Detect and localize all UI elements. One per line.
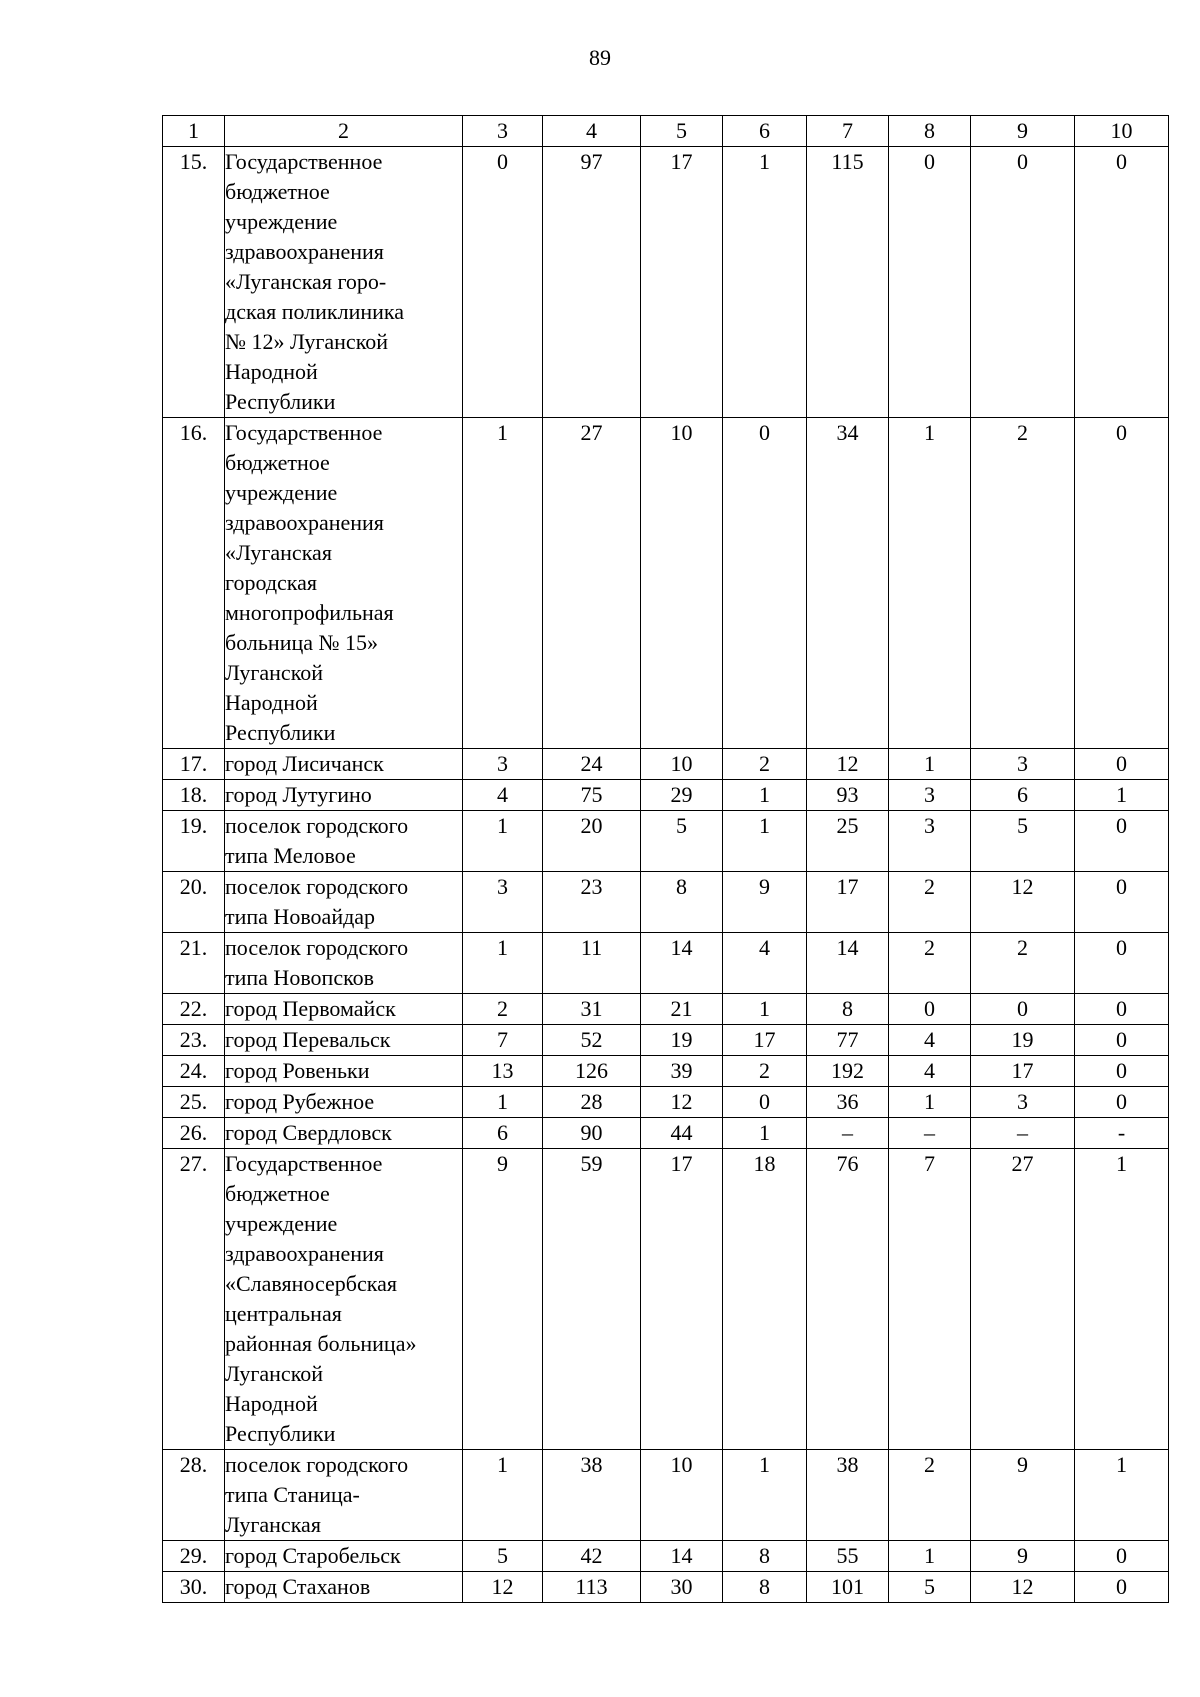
row-number: 28. [163, 1450, 225, 1541]
value-cell-col-7: 17 [807, 872, 889, 933]
territory-name: город Перевальск [225, 1025, 463, 1056]
value-cell-col-7: 93 [807, 780, 889, 811]
row-number: 24. [163, 1056, 225, 1087]
row-number: 25. [163, 1087, 225, 1118]
value-cell-col-10: - [1075, 1118, 1169, 1149]
value-cell-col-5: 14 [641, 933, 723, 994]
territory-name: Государственное бюджетное учреждение здравоохранения «Луганская горо- дская поликлиника № 12» Луганской Народной Республики [225, 147, 463, 418]
value-cell-col-9: 9 [971, 1541, 1075, 1572]
value-cell-col-3: 1 [463, 811, 543, 872]
value-cell-col-10: 0 [1075, 147, 1169, 418]
value-cell-col-7: 34 [807, 418, 889, 749]
territory-name: город Свердловск [225, 1118, 463, 1149]
value-cell-col-6: 1 [723, 780, 807, 811]
value-cell-col-5: 10 [641, 1450, 723, 1541]
column-header-2: 2 [225, 116, 463, 147]
value-cell-col-6: 4 [723, 933, 807, 994]
row-number: 15. [163, 147, 225, 418]
table-row [163, 1149, 1169, 1450]
value-cell-col-6: 1 [723, 811, 807, 872]
table-row [163, 1025, 1169, 1056]
table-row [163, 418, 1169, 749]
value-cell-col-9: 2 [971, 933, 1075, 994]
value-cell-col-10: 0 [1075, 933, 1169, 994]
value-cell-col-5: 17 [641, 1149, 723, 1450]
value-cell-col-8: 3 [889, 780, 971, 811]
table-row [163, 1056, 1169, 1087]
value-cell-col-3: 7 [463, 1025, 543, 1056]
value-cell-col-4: 38 [543, 1450, 641, 1541]
value-cell-col-10: 0 [1075, 1025, 1169, 1056]
value-cell-col-10: 0 [1075, 1541, 1169, 1572]
row-number: 17. [163, 749, 225, 780]
value-cell-col-9: 0 [971, 147, 1075, 418]
territory-name: поселок городского типа Меловое [225, 811, 463, 872]
table-row [163, 994, 1169, 1025]
value-cell-col-3: 3 [463, 872, 543, 933]
value-cell-col-6: 2 [723, 1056, 807, 1087]
value-cell-col-8: 1 [889, 1087, 971, 1118]
value-cell-col-10: 1 [1075, 1450, 1169, 1541]
statistics-table [162, 115, 1169, 1603]
territory-name: город Первомайск [225, 994, 463, 1025]
row-number: 22. [163, 994, 225, 1025]
value-cell-col-6: 2 [723, 749, 807, 780]
value-cell-col-8: 2 [889, 933, 971, 994]
value-cell-col-8: 7 [889, 1149, 971, 1450]
territory-name: поселок городского типа Новопсков [225, 933, 463, 994]
value-cell-col-6: 1 [723, 1450, 807, 1541]
value-cell-col-8: 0 [889, 147, 971, 418]
row-number: 27. [163, 1149, 225, 1450]
value-cell-col-9: 6 [971, 780, 1075, 811]
value-cell-col-7: 55 [807, 1541, 889, 1572]
table-row [163, 749, 1169, 780]
value-cell-col-5: 14 [641, 1541, 723, 1572]
header-row [163, 116, 1169, 147]
value-cell-col-4: 42 [543, 1541, 641, 1572]
value-cell-col-3: 1 [463, 1087, 543, 1118]
table-row [163, 1541, 1169, 1572]
value-cell-col-6: 0 [723, 1087, 807, 1118]
value-cell-col-8: 1 [889, 749, 971, 780]
territory-name: город Лисичанск [225, 749, 463, 780]
value-cell-col-3: 1 [463, 1450, 543, 1541]
value-cell-col-7: 25 [807, 811, 889, 872]
value-cell-col-10: 0 [1075, 994, 1169, 1025]
value-cell-col-8: 4 [889, 1025, 971, 1056]
value-cell-col-3: 13 [463, 1056, 543, 1087]
value-cell-col-7: 36 [807, 1087, 889, 1118]
value-cell-col-8: 4 [889, 1056, 971, 1087]
column-header-10: 10 [1075, 116, 1169, 147]
value-cell-col-5: 17 [641, 147, 723, 418]
column-header-6: 6 [723, 116, 807, 147]
value-cell-col-5: 44 [641, 1118, 723, 1149]
value-cell-col-3: 12 [463, 1572, 543, 1603]
row-number: 23. [163, 1025, 225, 1056]
column-header-7: 7 [807, 116, 889, 147]
territory-name: город Стаханов [225, 1572, 463, 1603]
value-cell-col-10: 1 [1075, 780, 1169, 811]
table-row [163, 1572, 1169, 1603]
row-number: 26. [163, 1118, 225, 1149]
value-cell-col-3: 0 [463, 147, 543, 418]
value-cell-col-5: 29 [641, 780, 723, 811]
value-cell-col-9: 19 [971, 1025, 1075, 1056]
value-cell-col-10: 0 [1075, 418, 1169, 749]
value-cell-col-4: 28 [543, 1087, 641, 1118]
value-cell-col-10: 0 [1075, 811, 1169, 872]
value-cell-col-10: 0 [1075, 1087, 1169, 1118]
value-cell-col-10: 0 [1075, 872, 1169, 933]
value-cell-col-8: 2 [889, 872, 971, 933]
value-cell-col-4: 24 [543, 749, 641, 780]
row-number: 18. [163, 780, 225, 811]
value-cell-col-8: – [889, 1118, 971, 1149]
value-cell-col-3: 1 [463, 418, 543, 749]
territory-name: Государственное бюджетное учреждение здравоохранения «Славяносербская центральная районная больница» Луганской Народной Республики [225, 1149, 463, 1450]
value-cell-col-8: 3 [889, 811, 971, 872]
column-header-8: 8 [889, 116, 971, 147]
territory-name: город Рубежное [225, 1087, 463, 1118]
value-cell-col-7: 192 [807, 1056, 889, 1087]
column-header-3: 3 [463, 116, 543, 147]
value-cell-col-4: 97 [543, 147, 641, 418]
territory-name: город Ровеньки [225, 1056, 463, 1087]
value-cell-col-6: 1 [723, 994, 807, 1025]
value-cell-col-6: 1 [723, 1118, 807, 1149]
value-cell-col-8: 1 [889, 1541, 971, 1572]
value-cell-col-6: 8 [723, 1541, 807, 1572]
value-cell-col-10: 0 [1075, 1572, 1169, 1603]
value-cell-col-10: 1 [1075, 1149, 1169, 1450]
value-cell-col-9: 0 [971, 994, 1075, 1025]
value-cell-col-6: 8 [723, 1572, 807, 1603]
column-header-5: 5 [641, 116, 723, 147]
value-cell-col-4: 31 [543, 994, 641, 1025]
value-cell-col-4: 113 [543, 1572, 641, 1603]
territory-name: поселок городского типа Новоайдар [225, 872, 463, 933]
value-cell-col-7: 76 [807, 1149, 889, 1450]
value-cell-col-3: 4 [463, 780, 543, 811]
value-cell-col-7: – [807, 1118, 889, 1149]
value-cell-col-4: 59 [543, 1149, 641, 1450]
value-cell-col-8: 1 [889, 418, 971, 749]
value-cell-col-10: 0 [1075, 749, 1169, 780]
value-cell-col-5: 30 [641, 1572, 723, 1603]
value-cell-col-3: 1 [463, 933, 543, 994]
value-cell-col-3: 5 [463, 1541, 543, 1572]
value-cell-col-7: 101 [807, 1572, 889, 1603]
value-cell-col-9: 3 [971, 749, 1075, 780]
value-cell-col-9: 12 [971, 1572, 1075, 1603]
territory-name: Государственное бюджетное учреждение здравоохранения «Луганская городская многопрофильная больница № 15» Луганской Народной Республики [225, 418, 463, 749]
value-cell-col-6: 17 [723, 1025, 807, 1056]
value-cell-col-5: 39 [641, 1056, 723, 1087]
value-cell-col-5: 5 [641, 811, 723, 872]
value-cell-col-7: 14 [807, 933, 889, 994]
value-cell-col-9: 17 [971, 1056, 1075, 1087]
value-cell-col-6: 9 [723, 872, 807, 933]
value-cell-col-6: 0 [723, 418, 807, 749]
value-cell-col-9: 2 [971, 418, 1075, 749]
column-header-1: 1 [163, 116, 225, 147]
value-cell-col-3: 2 [463, 994, 543, 1025]
column-header-4: 4 [543, 116, 641, 147]
value-cell-col-9: 27 [971, 1149, 1075, 1450]
value-cell-col-7: 8 [807, 994, 889, 1025]
row-number: 21. [163, 933, 225, 994]
value-cell-col-4: 11 [543, 933, 641, 994]
page-number: 89 [589, 45, 611, 70]
territory-name: город Лутугино [225, 780, 463, 811]
value-cell-col-6: 1 [723, 147, 807, 418]
row-number: 20. [163, 872, 225, 933]
value-cell-col-6: 18 [723, 1149, 807, 1450]
column-header-9: 9 [971, 116, 1075, 147]
value-cell-col-7: 38 [807, 1450, 889, 1541]
table-row [163, 872, 1169, 933]
value-cell-col-8: 0 [889, 994, 971, 1025]
value-cell-col-4: 52 [543, 1025, 641, 1056]
table-row [163, 811, 1169, 872]
value-cell-col-7: 115 [807, 147, 889, 418]
value-cell-col-4: 20 [543, 811, 641, 872]
table-row [163, 780, 1169, 811]
row-number: 29. [163, 1541, 225, 1572]
value-cell-col-9: 3 [971, 1087, 1075, 1118]
value-cell-col-3: 6 [463, 1118, 543, 1149]
value-cell-col-5: 8 [641, 872, 723, 933]
value-cell-col-4: 27 [543, 418, 641, 749]
value-cell-col-4: 126 [543, 1056, 641, 1087]
table-row [163, 1118, 1169, 1149]
value-cell-col-4: 90 [543, 1118, 641, 1149]
value-cell-col-5: 10 [641, 749, 723, 780]
row-number: 30. [163, 1572, 225, 1603]
row-number: 16. [163, 418, 225, 749]
value-cell-col-7: 77 [807, 1025, 889, 1056]
value-cell-col-8: 2 [889, 1450, 971, 1541]
territory-name: город Старобельск [225, 1541, 463, 1572]
value-cell-col-9: 5 [971, 811, 1075, 872]
table-row [163, 147, 1169, 418]
value-cell-col-9: 9 [971, 1450, 1075, 1541]
table-row [163, 1087, 1169, 1118]
value-cell-col-8: 5 [889, 1572, 971, 1603]
value-cell-col-4: 23 [543, 872, 641, 933]
value-cell-col-10: 0 [1075, 1056, 1169, 1087]
value-cell-col-7: 12 [807, 749, 889, 780]
value-cell-col-5: 12 [641, 1087, 723, 1118]
value-cell-col-3: 9 [463, 1149, 543, 1450]
value-cell-col-5: 10 [641, 418, 723, 749]
value-cell-col-5: 21 [641, 994, 723, 1025]
value-cell-col-9: 12 [971, 872, 1075, 933]
value-cell-col-3: 3 [463, 749, 543, 780]
table-row [163, 933, 1169, 994]
row-number: 19. [163, 811, 225, 872]
value-cell-col-4: 75 [543, 780, 641, 811]
table-row [163, 1450, 1169, 1541]
value-cell-col-5: 19 [641, 1025, 723, 1056]
value-cell-col-9: – [971, 1118, 1075, 1149]
territory-name: поселок городского типа Станица- Луганская [225, 1450, 463, 1541]
